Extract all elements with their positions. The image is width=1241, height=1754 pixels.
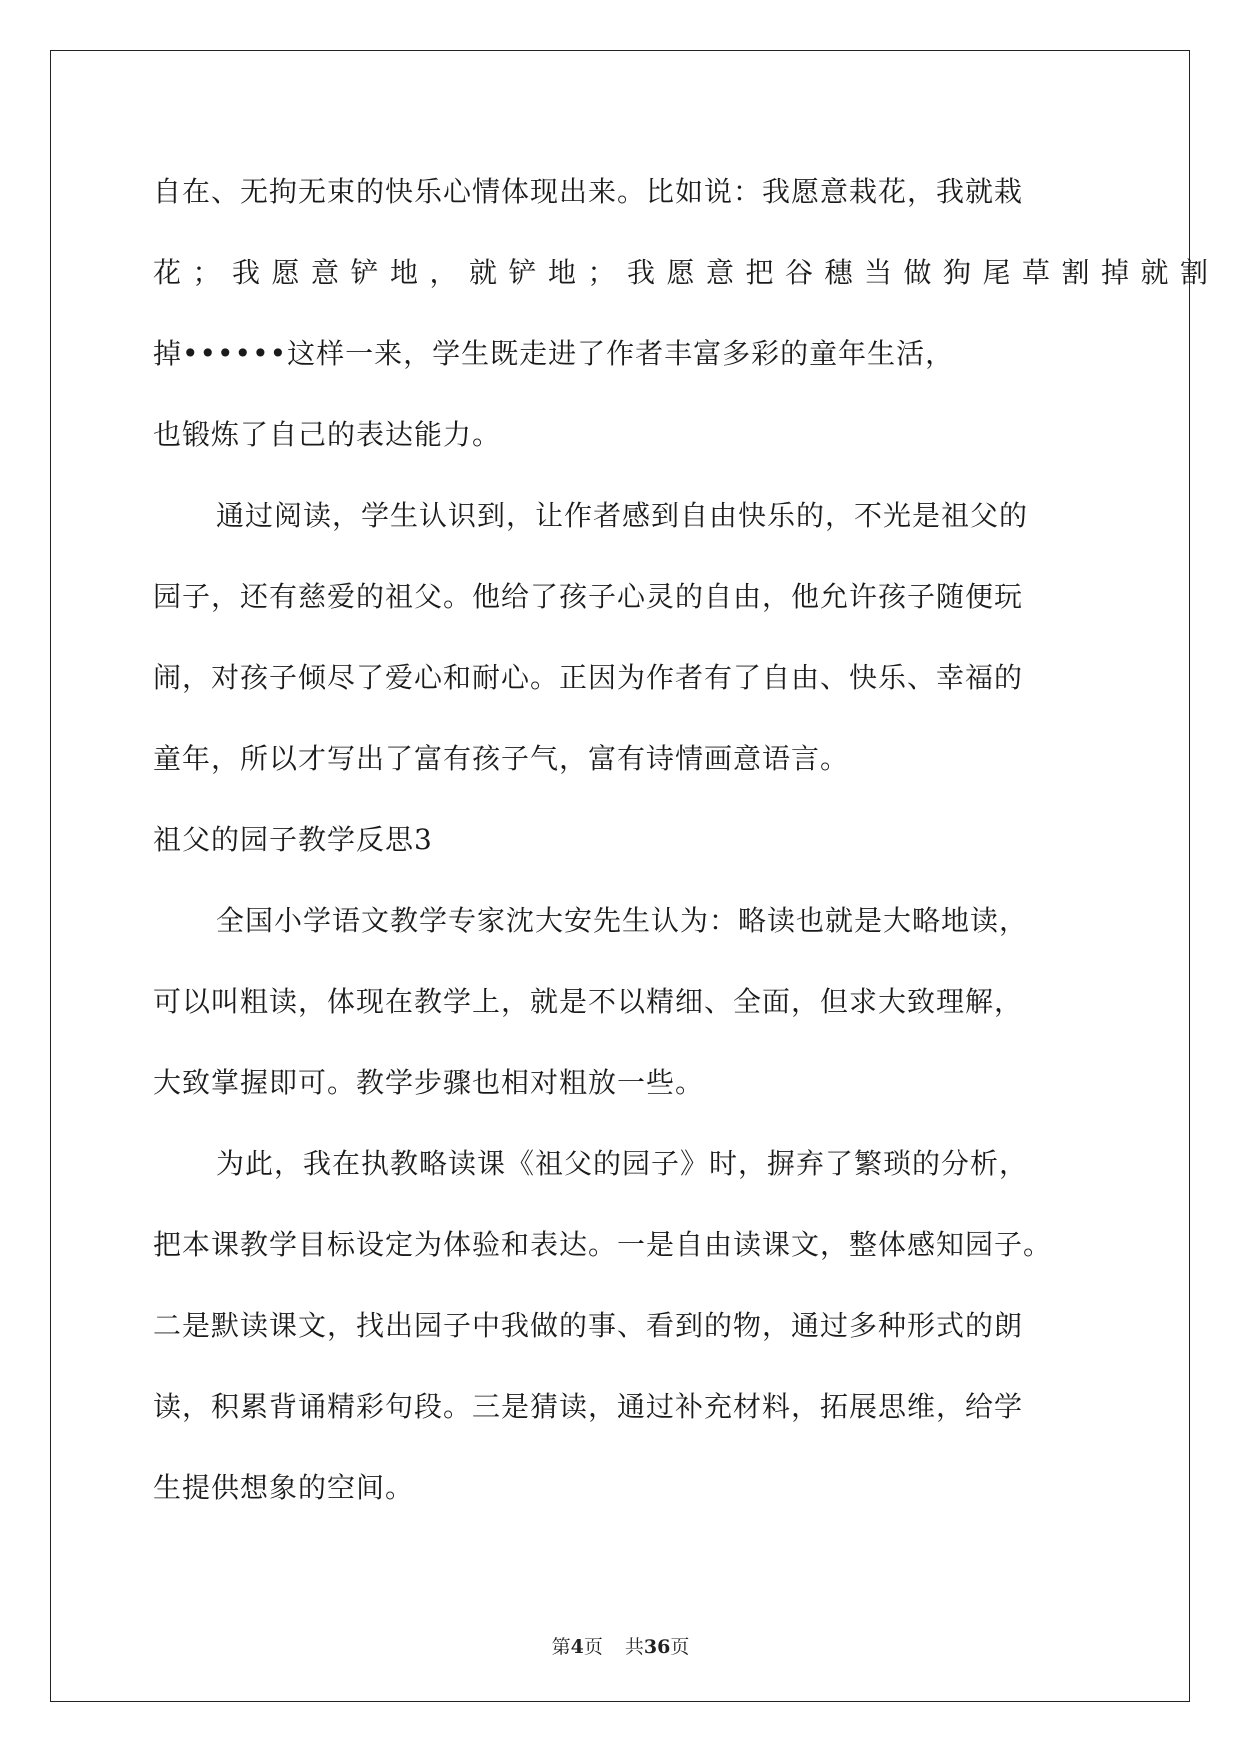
text-line: 二是默读课文，找出园子中我做的事、看到的物，通过多种形式的朗 (153, 1309, 1024, 1342)
section-heading: 祖父的园子教学反思3 (153, 823, 433, 856)
text-line: 生提供想象的空间。 (153, 1471, 415, 1504)
text-line: 掉••••••这样一来，学生既走进了作者丰富多彩的童年生活， (153, 337, 955, 370)
text-line: 园子，还有慈爱的祖父。他给了孩子心灵的自由，他允许孩子随便玩 (153, 580, 1024, 613)
text-line: 通过阅读，学生认识到，让作者感到自由快乐的，不光是祖父的 (216, 499, 1029, 532)
text-line: 大致掌握即可。教学步骤也相对粗放一些。 (153, 1066, 705, 1099)
total-page-number: 36 (643, 1636, 671, 1658)
text-line: 自在、无拘无束的快乐心情体现出来。比如说：我愿意栽花，我就栽 (153, 175, 1024, 208)
text-line: 把本课教学目标设定为体验和表达。一是自由读课文，整体感知园子。 (153, 1228, 1053, 1261)
current-page-number: 4 (570, 1636, 584, 1658)
text-line: 全国小学语文教学专家沈大安先生认为：略读也就是大略地读， (216, 904, 1029, 937)
text-line: 读，积累背诵精彩句段。三是猜读，通过补充材料，拓展思维，给学 (153, 1390, 1024, 1423)
document-body (153, 166, 1220, 1543)
text-line: 童年，所以才写出了富有孩子气，富有诗情画意语言。 (153, 742, 850, 775)
footer-total-suffix: 页 (670, 1636, 690, 1658)
page-number-footer (0, 1632, 1241, 1659)
text-line: 也锻炼了自己的表达能力。 (153, 418, 502, 451)
text-line: 闹，对孩子倾尽了爱心和耐心。正因为作者有了自由、快乐、幸福的 (153, 661, 1024, 694)
text-line: 花；我愿意铲地，就铲地；我愿意把谷穗当做狗尾草割掉就割 (153, 256, 1220, 289)
footer-prefix: 第 (551, 1636, 571, 1658)
text-line: 为此，我在执教略读课《祖父的园子》时，摒弃了繁琐的分析， (216, 1147, 1029, 1180)
footer-total-prefix: 共 (624, 1636, 644, 1658)
text-line: 可以叫粗读，体现在教学上，就是不以精细、全面，但求大致理解， (153, 985, 1024, 1018)
footer-page-word: 页 (583, 1636, 603, 1658)
